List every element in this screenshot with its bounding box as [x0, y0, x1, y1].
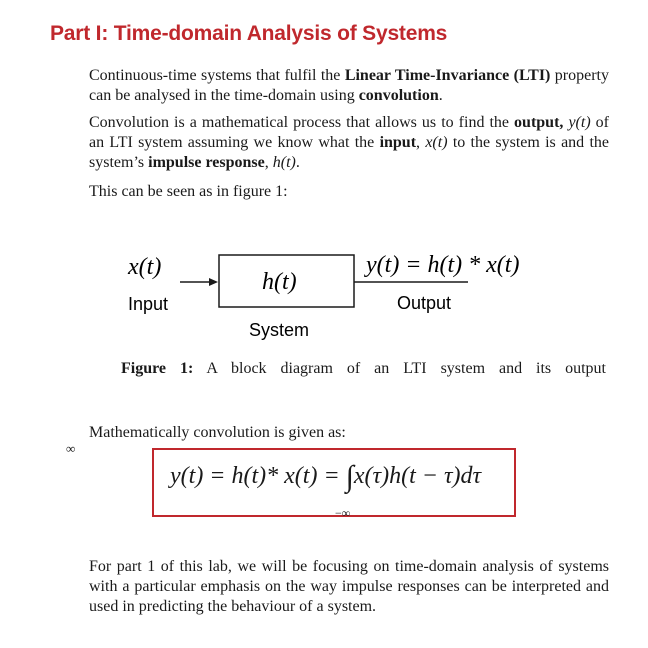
output-expression: y(t) = h(t) * x(t): [366, 252, 520, 278]
integral-sign: ∫: [345, 460, 354, 493]
formula-integrand: x(τ)h(t − τ)dτ: [353, 463, 482, 489]
convolution-paragraph: Convolution is a mathematical process that allows us to find the output, y(t) of an LTI system assuming we know what the input, x(t) to the system is and the system’s impulse response, h(t).: [89, 114, 610, 171]
intro-paragraph: Continuous-time systems that fulfil the Linear Time-Invariance (LTI) property can be analysed in the time-domain using convolution.: [89, 67, 610, 104]
integral-upper-limit: ∞: [66, 441, 76, 456]
math-intro-text: Mathematically convolution is given as:: [89, 424, 346, 441]
integral-lower-limit: −∞: [335, 506, 351, 520]
system-label: System: [249, 320, 310, 340]
convolution-formula: [170, 460, 481, 494]
convolution-formula-box: [152, 448, 516, 517]
closing-paragraph: For part 1 of this lab, we will be focusing on time-domain analysis of systems with a particular emphasis on the way impulse responses can be interpreted and used in predicting the behaviour of a system.: [89, 558, 609, 615]
page-title: Part I: Time-domain Analysis of Systems: [50, 22, 448, 45]
formula-lhs: y(t) = h(t)* x(t) =: [170, 463, 346, 489]
input-signal-label: x(t): [128, 254, 162, 280]
figure-caption: Figure 1: A block diagram of an LTI system and its output: [121, 360, 606, 377]
figure-reference-text: This can be seen as in figure 1:: [89, 183, 288, 200]
input-label: Input: [128, 294, 169, 314]
output-label: Output: [397, 293, 452, 313]
impulse-response-label: h(t): [262, 269, 297, 295]
input-arrow-head: [209, 278, 218, 286]
